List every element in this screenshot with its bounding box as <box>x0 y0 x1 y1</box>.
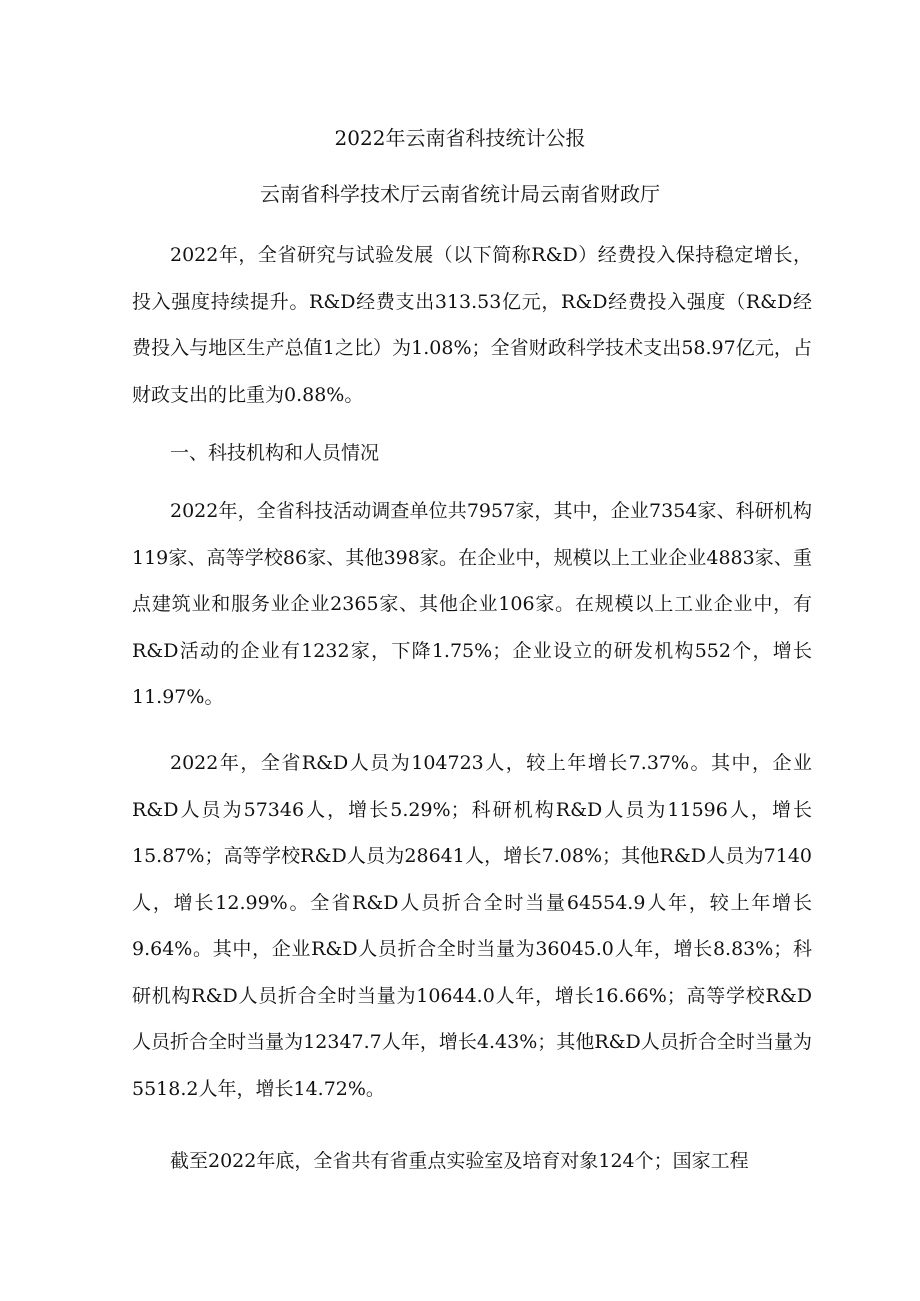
paragraph-intro: 2022年，全省研究与试验发展（以下简称R&D）经费投入保持稳定增长，投入强度持续提升。R&D经费支出313.53亿元，R&D经费投入强度（R&D经费投入与地区生产总值1之比）为1.08%；全省财政科学技术支出58.97亿元，占财政支出的比重为0.88%。 <box>132 244 812 406</box>
document-issuers: 云南省科学技术厅云南省统计局云南省财政厅 <box>260 182 660 206</box>
section-heading-institutions-personnel: 一、科技机构和人员情况 <box>170 442 380 464</box>
paragraph-institutions: 2022年，全省科技活动调查单位共7957家，其中，企业7354家、科研机构119家、高等学校86家、其他398家。在企业中，规模以上工业企业4883家、重点建筑业和服务业企业2365家、其他企业106家。在规模以上工业企业中，有R&D活动的企业有1232家，下降1.75%；企业设立的研发机构552个，增长11.97%。 <box>132 500 812 708</box>
paragraph-personnel: 2022年，全省R&D人员为104723人，较上年增长7.37%。其中，企业R&D人员为57346人，增长5.29%；科研机构R&D人员为11596人，增长15.87%；高等学校R&D人员为28641人，增长7.08%；其他R&D人员为7140人，增长12.99%。全省R&D人员折合全时当量64554.9人年，较上年增长9.64%。其中，企业R&D人员折合全时当量为36045.0人年，增长8.83%；科研机构R&D人员折合全时当量为10644.0人年，增长16.66%；高等学校R&D人员折合全时当量为12347.7人年，增长4.43%；其他R&D人员折合全时当量为5518.2人年，增长14.72%。 <box>132 752 812 1100</box>
paragraph-labs: 截至2022年底，全省共有省重点实验室及培育对象124个；国家工程 <box>170 1150 749 1172</box>
document-title: 2022年云南省科技统计公报 <box>334 126 586 150</box>
